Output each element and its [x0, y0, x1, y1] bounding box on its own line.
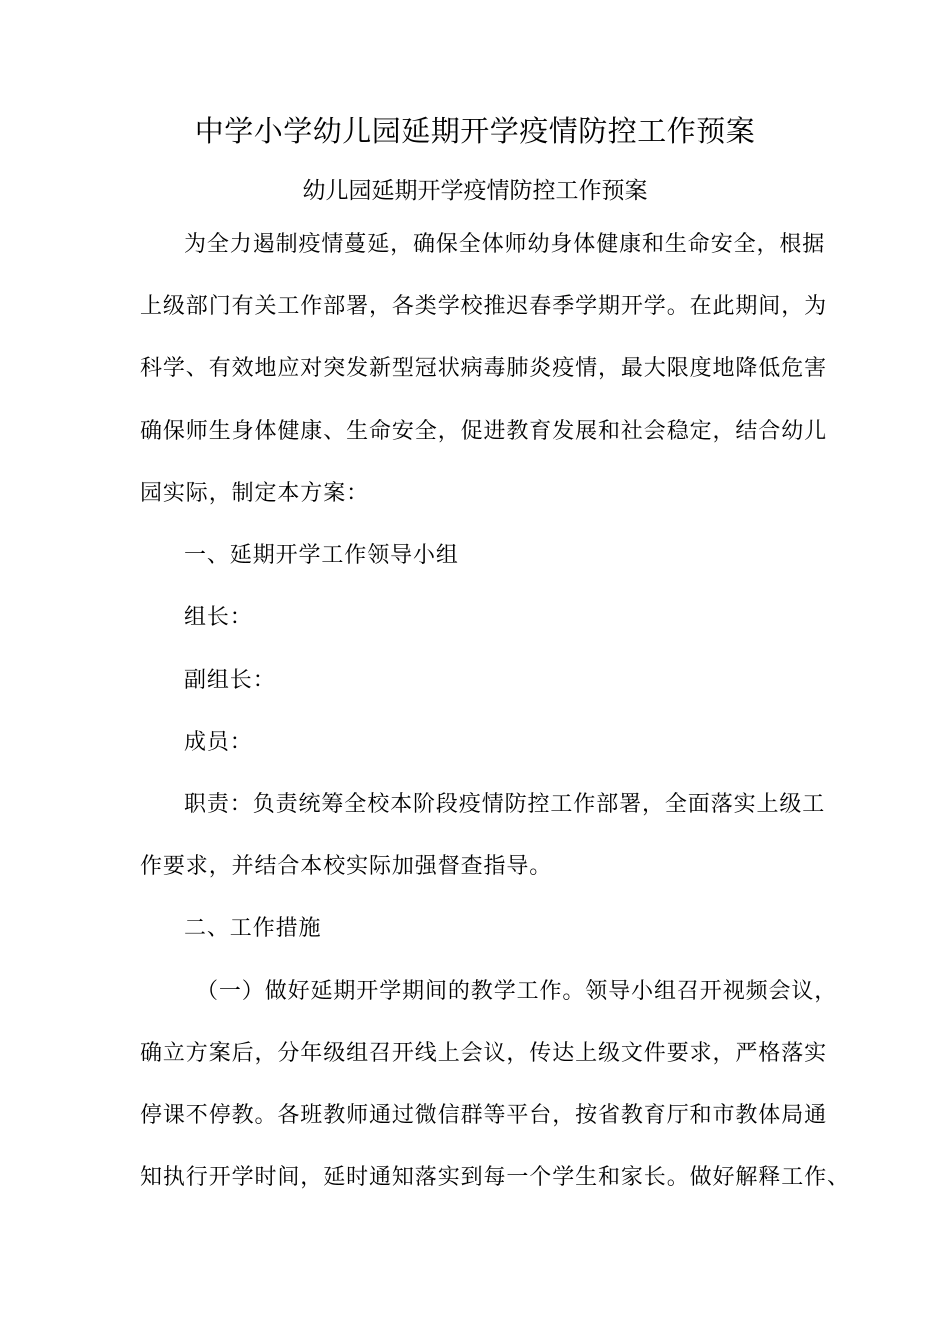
- paragraph-line: 园实际，制定本方案：: [140, 481, 370, 506]
- paragraph-line: 停课不停教。各班教师通过微信群等平台，按省教育厅和市教体局通: [140, 1103, 828, 1128]
- section-heading: 二、工作措施: [184, 916, 322, 941]
- role-leader: 组长：: [184, 605, 253, 630]
- paragraph-line: 确立方案后，分年级组召开线上会议，传达上级文件要求，严格落实: [140, 1041, 828, 1066]
- paragraph-line: 上级部门有关工作部署，各类学校推迟春季学期开学。在此期间，为: [140, 294, 828, 319]
- paragraph-line: 为全力遏制疫情蔓延，确保全体师幼身体健康和生命安全，根据: [184, 232, 826, 257]
- section-heading: 一、延期开学工作领导小组: [184, 543, 459, 568]
- paragraph-line: 作要求，并结合本校实际加强督查指导。: [140, 854, 553, 879]
- document-title: 中学小学幼儿园延期开学疫情防控工作预案: [194, 114, 756, 148]
- role-deputy-leader: 副组长：: [184, 668, 276, 693]
- paragraph-line: （一）做好延期开学期间的教学工作。领导小组召开视频会议，: [196, 979, 838, 1004]
- document-subtitle: 幼儿园延期开学疫情防控工作预案: [302, 178, 648, 204]
- role-members: 成员：: [184, 730, 253, 755]
- paragraph-line: 职责：负责统筹全校本阶段疫情防控工作部署，全面落实上级工: [184, 792, 826, 817]
- paragraph-line: 确保师生身体健康、生命安全，促进教育发展和社会稳定，结合幼儿: [140, 419, 828, 444]
- paragraph-line: 知执行开学时间，延时通知落实到每一个学生和家长。做好解释工作、: [140, 1165, 850, 1190]
- paragraph-line: 科学、有效地应对突发新型冠状病毒肺炎疫情，最大限度地降低危害: [140, 356, 828, 381]
